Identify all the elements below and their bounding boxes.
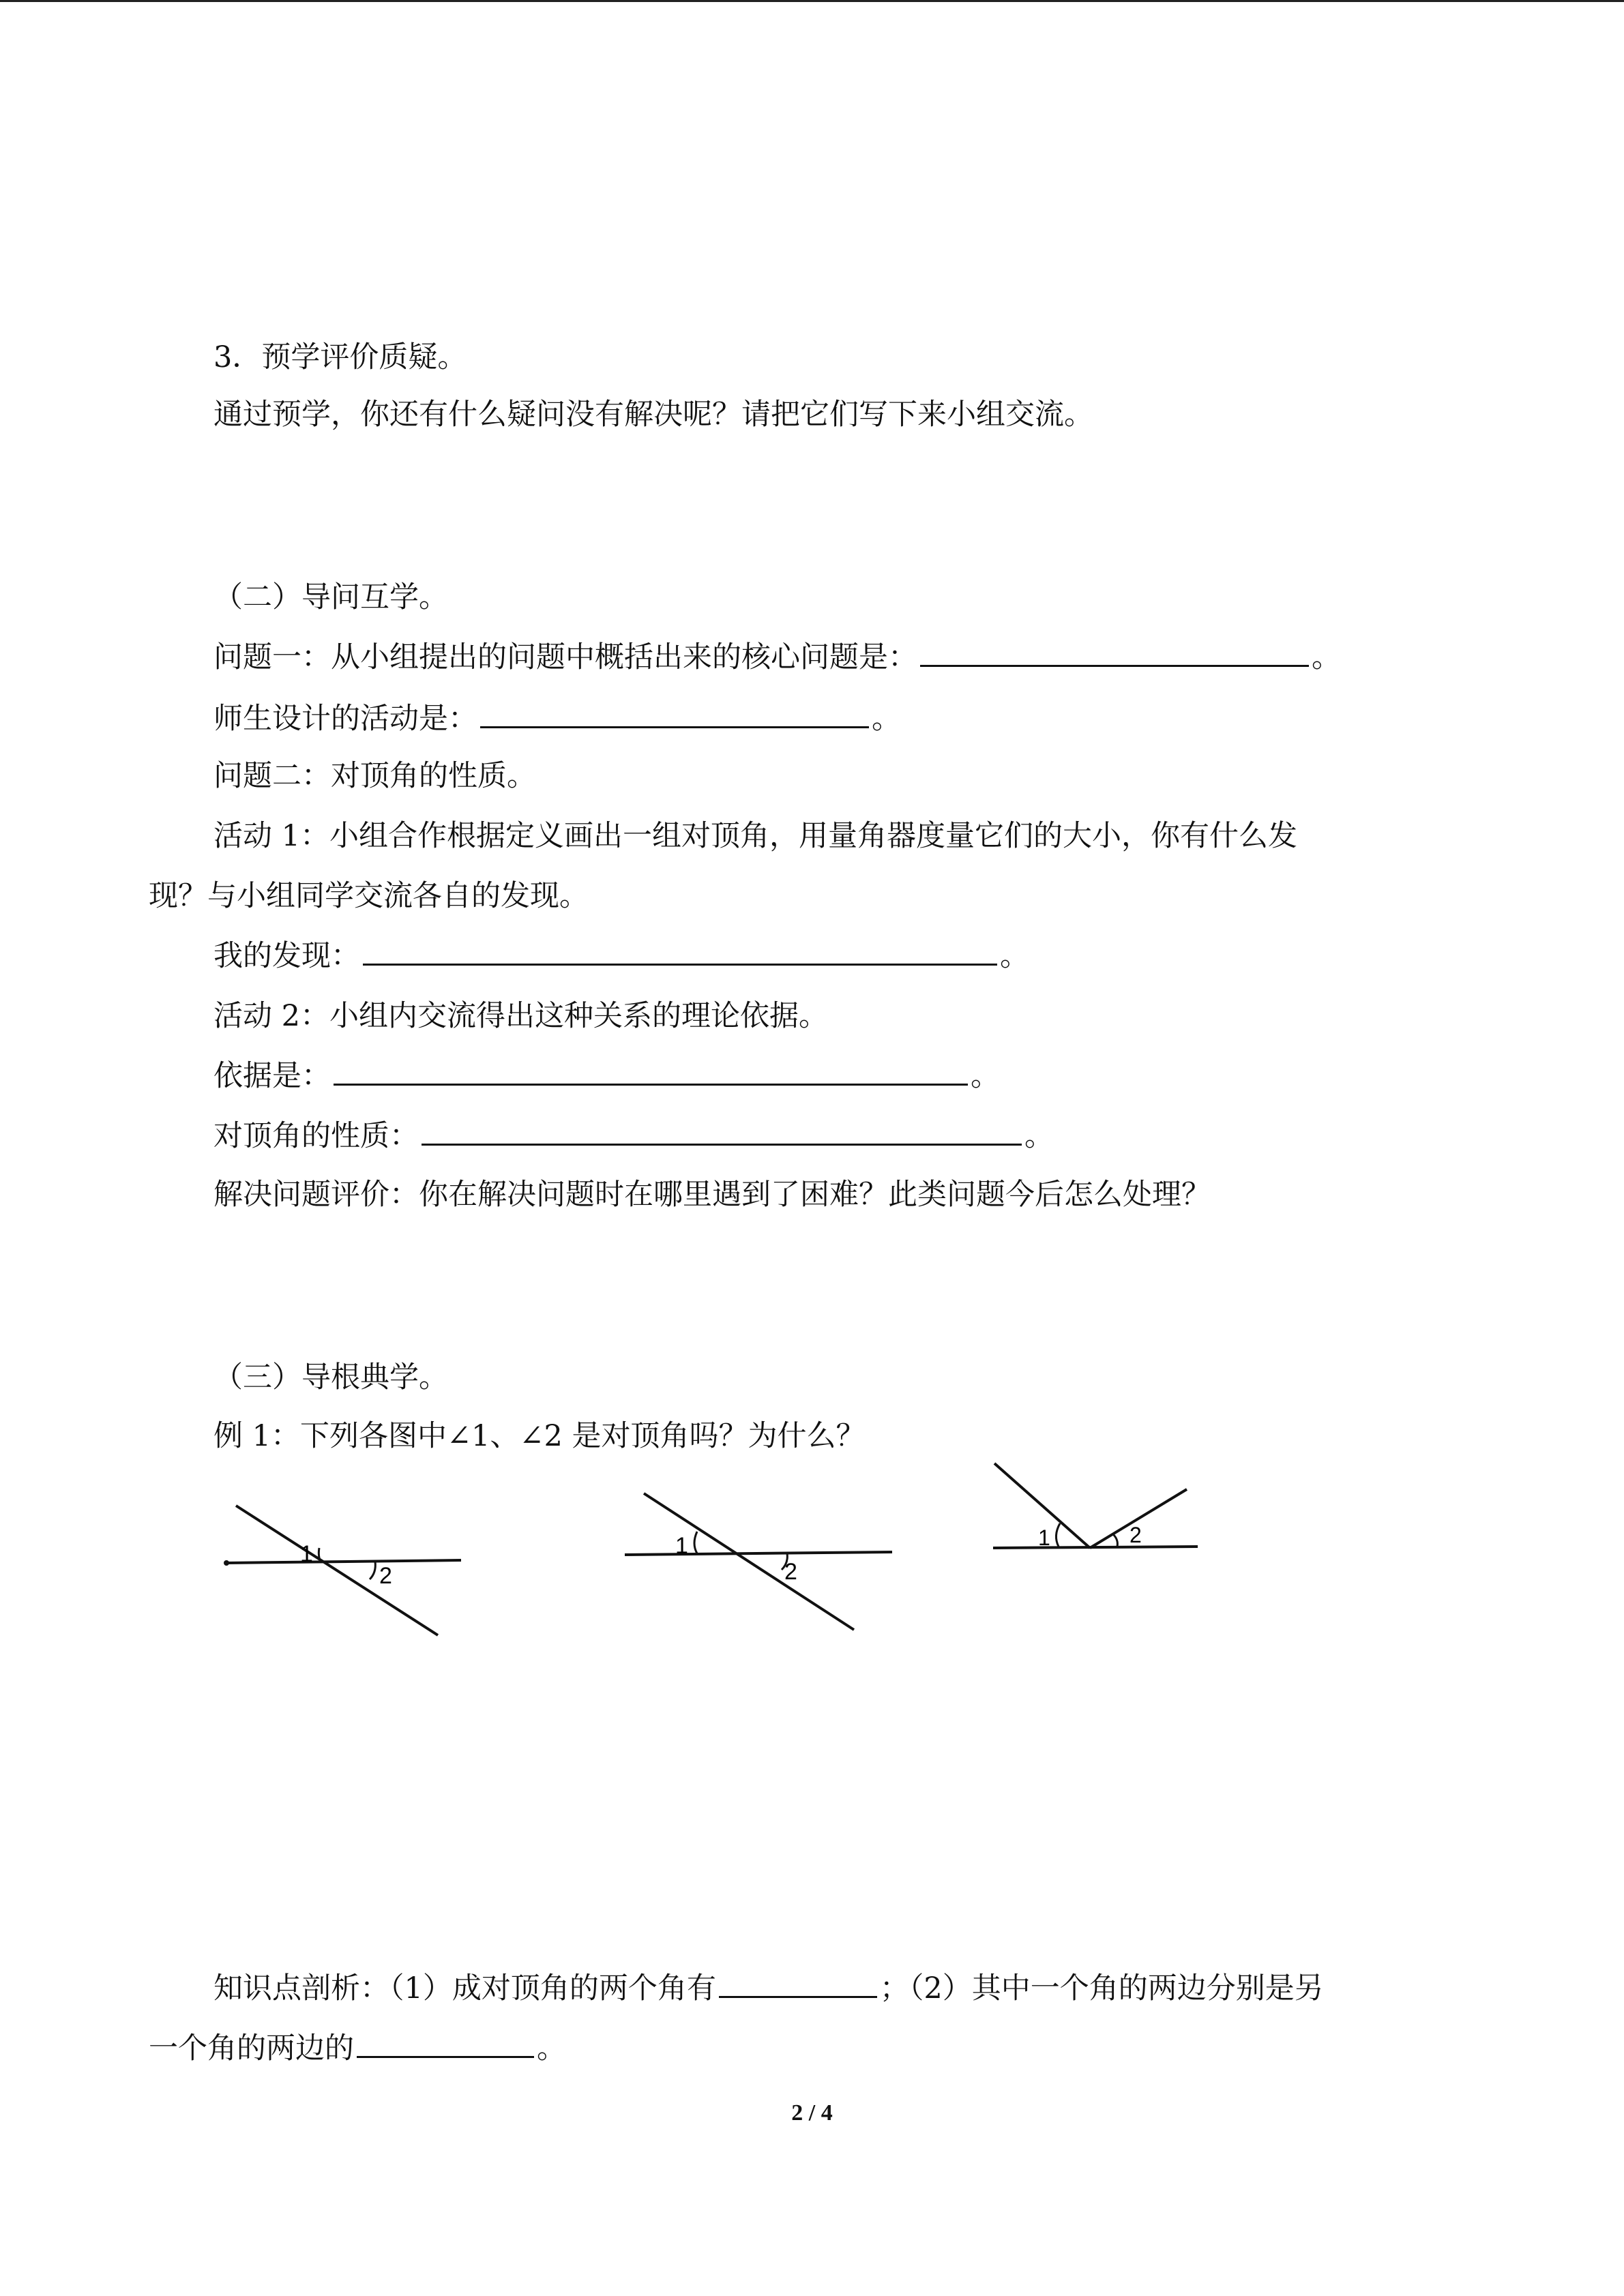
figure-three-base-line (993, 1547, 1198, 1548)
figure-two-horizontal-line (625, 1552, 892, 1555)
figure-three-arc-1 (1056, 1523, 1060, 1547)
analysis-blank-1[interactable] (719, 1969, 877, 1998)
figure-two (621, 1487, 900, 1637)
activity-design (213, 698, 901, 739)
figure-one-arc-2 (370, 1562, 375, 1579)
my-finding (213, 936, 1029, 976)
question-two: 问题二：对顶角的性质。 (213, 759, 536, 793)
question-one (213, 637, 1341, 678)
analysis-line2: 一个角的两边的 (149, 2031, 354, 2066)
activity-one-line2: 现？与小组同学交流各自的发现。 (149, 879, 589, 913)
knowledge-analysis-line1 (213, 1968, 1324, 2009)
knowledge-analysis-line2 (149, 2028, 566, 2069)
figure-two-label-2: 2 (784, 1559, 797, 1585)
figure-two-slanted-line (644, 1493, 854, 1630)
figure-one (218, 1493, 477, 1643)
figure-three-label-1: 1 (1038, 1525, 1050, 1550)
vertical-angle-property (213, 1116, 1054, 1157)
my-finding-end: 。 (1000, 939, 1029, 973)
analysis-part2: ；（2）其中一个角的两边分别是另 (879, 1971, 1324, 2006)
analysis-blank-2[interactable] (357, 2029, 534, 2058)
figure-three-label-2: 2 (1130, 1523, 1142, 1547)
figure-one-label-2: 2 (379, 1563, 392, 1589)
analysis-part1: 知识点剖析：（1）成对顶角的两个角有 (213, 1971, 716, 2006)
example-one: 例 1：下列各图中∠1、∠2 是对顶角吗？为什么？ (213, 1419, 866, 1453)
figure-one-horizontal-line (226, 1560, 461, 1563)
question-one-label: 问题一：从小组提出的问题中概括出来的核心问题是： (213, 640, 917, 674)
my-finding-blank[interactable] (363, 936, 997, 966)
question-one-end: 。 (1312, 640, 1341, 674)
basis-label: 依据是： (213, 1059, 331, 1093)
figure-one-slanted-line (236, 1506, 438, 1635)
analysis-end: 。 (537, 2031, 566, 2066)
property-end: 。 (1024, 1119, 1054, 1153)
section-three-heading: （三）导根典学。 (213, 1360, 448, 1395)
figure-two-label-1: 1 (675, 1533, 688, 1559)
section3-heading: 3．预学评价质疑。 (213, 340, 467, 374)
activity-one-line1: 活动 1：小组合作根据定义画出一组对顶角，用量角器度量它们的大小，你有什么发 (213, 819, 1298, 853)
figure-one-arc-1 (319, 1548, 321, 1562)
basis (213, 1056, 1000, 1097)
property-label: 对顶角的性质： (213, 1119, 419, 1153)
page-number: 2 / 4 (791, 2100, 833, 2126)
figure-two-arc-1 (694, 1532, 697, 1553)
figure-one-label-1: 1 (300, 1541, 313, 1567)
activity-two: 活动 2：小组内交流得出这种关系的理论依据。 (213, 999, 829, 1033)
figure-three (989, 1459, 1207, 1562)
figure-three-arc-2 (1113, 1534, 1117, 1547)
problem-evaluation: 解决问题评价：你在解决问题时在哪里遇到了困难？此类问题今后怎么处理？ (213, 1178, 1211, 1212)
core-question-blank[interactable] (920, 638, 1309, 667)
section3-prompt: 通过预学，你还有什么疑问没有解决呢？请把它们写下来小组交流。 (213, 398, 1093, 432)
top-border (0, 0, 1624, 2)
activity-design-end: 。 (872, 702, 901, 736)
my-finding-label: 我的发现： (213, 939, 360, 973)
activity-design-label: 师生设计的活动是： (213, 702, 477, 736)
section-two-heading: （二）导问互学。 (213, 580, 448, 614)
property-blank[interactable] (422, 1116, 1022, 1146)
basis-end: 。 (971, 1059, 1000, 1093)
activity-design-blank[interactable] (480, 699, 869, 728)
figure-one-endpoint (224, 1560, 229, 1566)
basis-blank[interactable] (334, 1056, 968, 1086)
